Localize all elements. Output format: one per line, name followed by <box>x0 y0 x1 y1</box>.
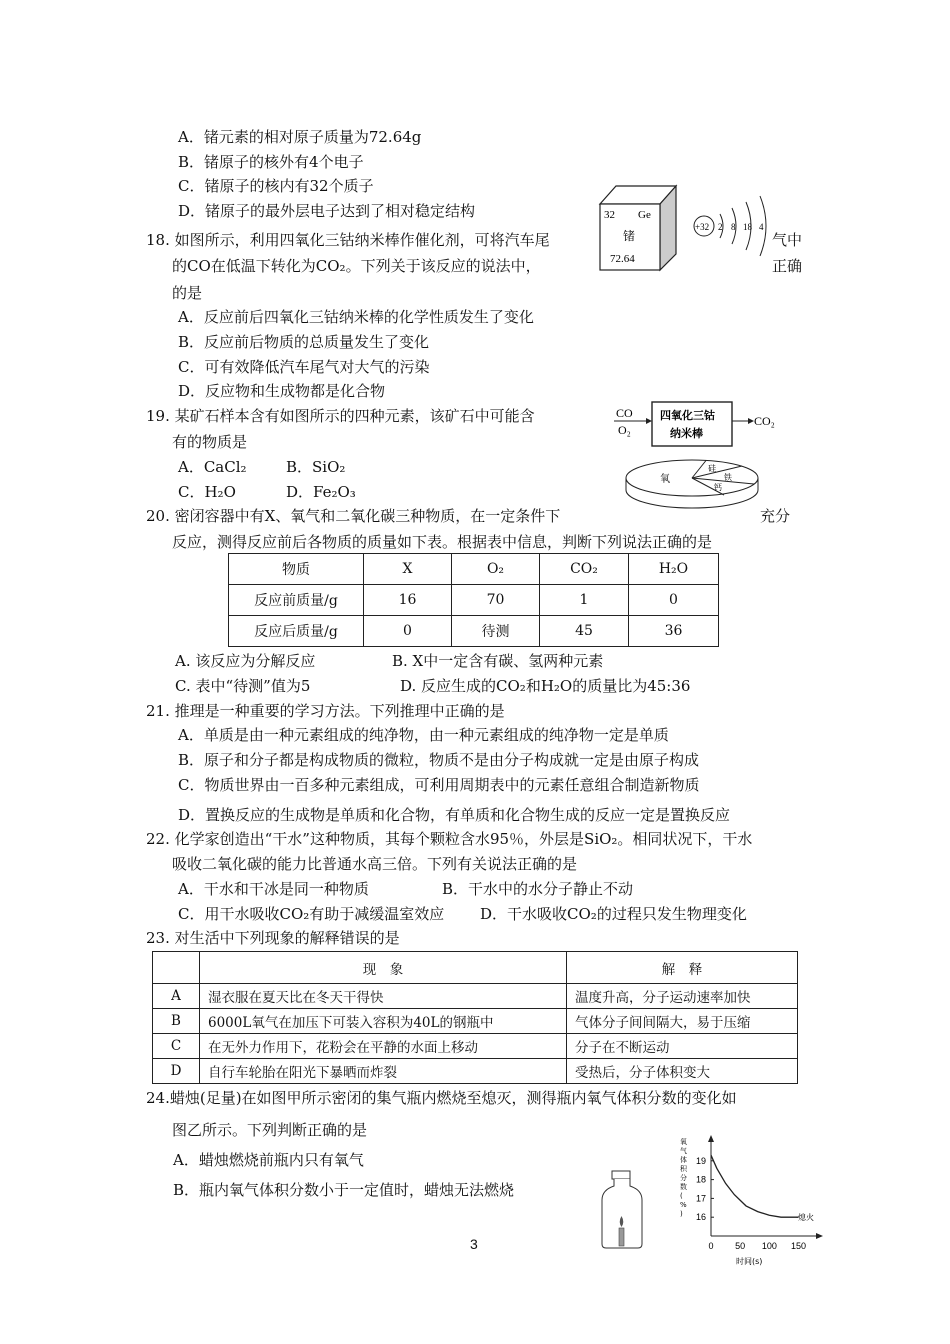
ge-mass: 72.64 <box>610 253 635 265</box>
chart-y-axis-title-char: 气 <box>680 1147 687 1155</box>
chart-y-axis-title-char: 分 <box>680 1174 687 1182</box>
q18-option-c[interactable]: C．可有效降低汽车尾气对大气的污染 <box>178 358 430 376</box>
ge-nucleus: +32 <box>695 222 710 232</box>
q21-stem: 21. 推理是一种重要的学习方法。下列推理中正确的是 <box>146 702 505 720</box>
chart-y-tick-label: 16 <box>696 1212 707 1223</box>
table-cell: 36 <box>629 616 719 647</box>
element-pie-figure <box>620 456 770 514</box>
table-cell: A <box>153 984 200 1009</box>
table-cell: 45 <box>540 616 629 647</box>
chart-series-line <box>711 1155 799 1217</box>
q19-option-b[interactable]: B．SiO₂ <box>286 458 346 476</box>
q22-option-c[interactable]: C．用干水吸收CO₂有助于减缓温室效应 <box>178 905 445 923</box>
table-cell: C <box>153 1034 200 1059</box>
gas-jar-figure <box>596 1170 648 1250</box>
table-row <box>153 1009 798 1034</box>
table-row <box>153 984 798 1009</box>
svg-text:4: 4 <box>759 222 764 232</box>
ge-symbol: Ge <box>638 209 651 221</box>
q20-option-b[interactable]: B. X中一定含有碳、氢两种元素 <box>392 652 604 670</box>
catalyst-label-2: 纳米棒 <box>670 427 703 440</box>
q20-mass-table <box>228 553 719 647</box>
catalyst-reaction-figure <box>612 398 792 454</box>
table-cell: 待测 <box>452 616 540 647</box>
table-cell: 气体分子间间隔大，易于压缩 <box>567 1009 798 1034</box>
table-cell: 在无外力作用下，花粉会在平静的水面上移动 <box>200 1034 567 1059</box>
catalyst-label-1: 四氧化三钴 <box>660 409 715 422</box>
chart-x-axis-title: 时间(s) <box>736 1257 763 1266</box>
q22-option-d[interactable]: D．干水吸收CO₂的过程只发生物理变化 <box>480 905 747 923</box>
table-cell: X <box>364 554 452 585</box>
table-cell: 16 <box>364 585 452 616</box>
q20-option-a[interactable]: A. 该反应为分解反应 <box>175 652 316 670</box>
table-row <box>153 1059 798 1084</box>
chart-y-axis-title-char: 积 <box>680 1165 687 1173</box>
q18-stem-line2-end: 正确 <box>772 257 803 275</box>
table-cell: 反应前质量/g <box>229 585 364 616</box>
chart-y-tick-label: 19 <box>696 1155 707 1166</box>
chart-annotation-extinguish: 熄火 <box>798 1213 814 1223</box>
table-cell: 1 <box>540 585 629 616</box>
q19-option-d[interactable]: D．Fe₂O₃ <box>286 483 356 501</box>
ge-atomic-number: 32 <box>604 209 615 221</box>
chart-y-axis-title <box>680 1137 688 1218</box>
table-cell: 现 象 <box>200 952 567 984</box>
chart-x-tick-label: 150 <box>790 1241 807 1251</box>
reactant-o2: O₂ <box>618 423 631 437</box>
chart-y-axis-title-char: 体 <box>680 1156 687 1164</box>
chart-y-axis-title-char: % <box>680 1201 687 1209</box>
q18-stem-line1: 18. 如图所示，利用四氧化三钴纳米棒作催化剂，可将汽车尾 <box>146 231 550 249</box>
reactant-co: CO <box>616 406 633 420</box>
table-cell: 湿衣服在夏天比在冬天干得快 <box>200 984 567 1009</box>
table-cell: 70 <box>452 585 540 616</box>
table-cell: H₂O <box>629 554 719 585</box>
table-cell: 0 <box>629 585 719 616</box>
q23-stem: 23. 对生活中下列现象的解释错误的是 <box>146 929 400 947</box>
q24-stem-line2: 图乙所示。下列判断正确的是 <box>172 1121 368 1139</box>
q20-stem-line2: 反应，测得反应前后各物质的质量如下表。根据表中信息，判断下列说法正确的是 <box>172 533 713 551</box>
chart-y-tick-label: 18 <box>696 1174 707 1185</box>
chart-y-axis-title-char: 数 <box>680 1183 687 1191</box>
table-cell: 自行车轮胎在阳光下暴晒而炸裂 <box>200 1059 567 1084</box>
q19-option-a[interactable]: A．CaCl₂ <box>178 458 247 476</box>
svg-text:2: 2 <box>718 222 723 232</box>
q24-stem-line1: 24.蜡烛(足量)在如图甲所示密闭的集气瓶内燃烧至熄灭，测得瓶内氧气体积分数的变化如 <box>146 1089 737 1107</box>
table-cell <box>153 952 200 984</box>
table-cell: B <box>153 1009 200 1034</box>
q18-option-b[interactable]: B．反应前后物质的总质量发生了变化 <box>178 333 430 351</box>
q19-stem-line2: 有的物质是 <box>172 433 248 451</box>
table-cell: 解 释 <box>567 952 798 984</box>
q21-option-b[interactable]: B．原子和分子都是构成物质的微粒，物质不是由分子构成就一定是由原子构成 <box>178 751 700 769</box>
page-number: 3 <box>470 1236 478 1252</box>
q18-option-a[interactable]: A．反应前后四氧化三钴纳米棒的化学性质发生了变化 <box>178 308 534 326</box>
q22-stem-line2: 吸收二氧化碳的能力比普通水高三倍。下列有关说法正确的是 <box>172 855 578 873</box>
q19-stem-line1: 19. 某矿石样本含有如图所示的四种元素，该矿石中可能含 <box>146 407 535 425</box>
q20-option-c[interactable]: C. 表中“待测”值为5 <box>175 677 311 695</box>
table-cell: CO₂ <box>540 554 629 585</box>
pie-slice-iron: 铁 <box>724 473 732 482</box>
q19-option-c[interactable]: C．H₂O <box>178 483 236 501</box>
table-cell: O₂ <box>452 554 540 585</box>
germanium-element-figure <box>594 180 784 272</box>
q23-phenomena-table <box>152 951 798 1084</box>
chart-x-tick-label: 100 <box>761 1241 777 1251</box>
svg-text:18: 18 <box>743 222 752 232</box>
q21-option-a[interactable]: A．单质是由一种元素组成的纯净物，由一种元素组成的纯净物一定是单质 <box>178 726 669 744</box>
q18-option-d[interactable]: D．反应物和生成物都是化合物 <box>178 382 386 400</box>
table-cell: 0 <box>364 616 452 647</box>
q17-option-c[interactable]: C．锗原子的核内有32个质子 <box>178 177 374 195</box>
table-cell: D <box>153 1059 200 1084</box>
q22-stem-line1: 22. 化学家创造出“干水”这种物质，其每个颗粒含水95％，外层是SiO₂。相同状况下，干水 <box>146 830 753 848</box>
table-header-row <box>153 952 798 984</box>
pie-slice-oxygen: 氧 <box>660 474 670 485</box>
chart-y-axis-title-char: ) <box>680 1210 683 1218</box>
q20-option-d[interactable]: D. 反应生成的CO₂和H₂O的质量比为45:36 <box>400 677 691 695</box>
q17-option-a[interactable]: A．锗元素的相对原子质量为72.64g <box>178 128 422 146</box>
chart-x-tick-label: 50 <box>735 1241 746 1251</box>
q18-stem-line3: 的是 <box>172 284 203 302</box>
q22-option-a[interactable]: A．干水和干冰是同一种物质 <box>178 880 369 898</box>
q20-stem-line1: 20. 密闭容器中有X、氧气和二氧化碳三种物质，在一定条件下 <box>146 507 561 525</box>
q22-option-b[interactable]: B．干水中的水分子静止不动 <box>442 880 634 898</box>
chart-y-axis-title-char: 氧 <box>680 1138 687 1146</box>
q18-stem-line1-end: 气中 <box>772 231 803 249</box>
table-cell: 物质 <box>229 554 364 585</box>
q18-stem-line2: 的CO在低温下转化为CO₂。下列关于该反应的说法中， <box>172 257 541 275</box>
table-row <box>229 616 719 647</box>
oxygen-fraction-chart <box>676 1132 826 1270</box>
product-co2: CO₂ <box>754 414 775 428</box>
q24-option-a[interactable]: A．蜡烛燃烧前瓶内只有氧气 <box>173 1151 364 1169</box>
table-cell: 分子在不断运动 <box>567 1034 798 1059</box>
table-row <box>229 585 719 616</box>
svg-text:8: 8 <box>731 222 736 232</box>
pie-slice-silicon: 硅 <box>708 464 716 473</box>
table-cell: 受热后，分子体积变大 <box>567 1059 798 1084</box>
q24-option-b[interactable]: B．瓶内氧气体积分数小于一定值时，蜡烛无法燃烧 <box>173 1181 515 1199</box>
table-cell: 6000L氧气在加压下可装入容积为40L的钢瓶中 <box>200 1009 567 1034</box>
table-cell: 温度升高，分子运动速率加快 <box>567 984 798 1009</box>
chart-y-tick-label: 17 <box>696 1193 707 1204</box>
q20-stem-line1-end: 充分 <box>760 507 791 525</box>
chart-x-tick-label: 0 <box>708 1241 714 1251</box>
q21-option-d[interactable]: D．置换反应的生成物是单质和化合物，有单质和化合物生成的反应一定是置换反应 <box>178 806 731 824</box>
ge-name: 锗 <box>623 229 636 243</box>
q21-option-c[interactable]: C．物质世界由一百多种元素组成，可利用周期表中的元素任意组合制造新物质 <box>178 776 700 794</box>
q17-option-b[interactable]: B．锗原子的核外有4个电子 <box>178 153 364 171</box>
q17-option-d[interactable]: D．锗原子的最外层电子达到了相对稳定结构 <box>178 202 476 220</box>
table-header-row <box>229 554 719 585</box>
table-cell: 反应后质量/g <box>229 616 364 647</box>
pie-slice-calcium: 钙 <box>714 483 722 492</box>
table-row <box>153 1034 798 1059</box>
chart-y-axis-title-char: ( <box>680 1192 683 1200</box>
